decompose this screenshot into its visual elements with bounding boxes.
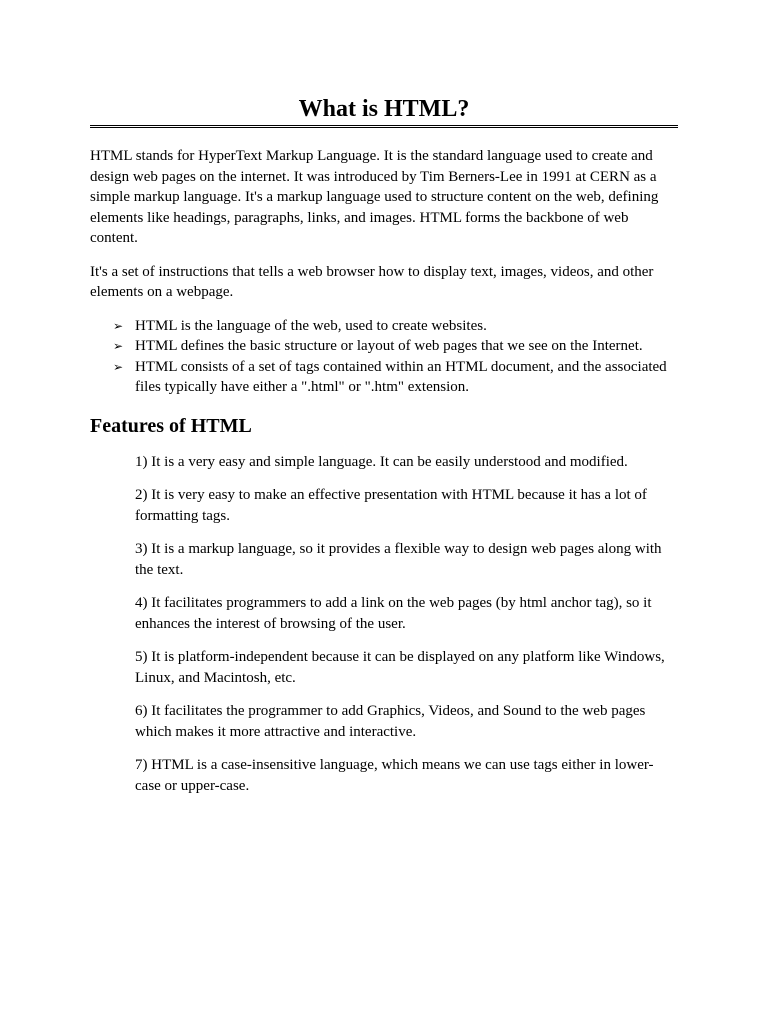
arrowhead-bullet-icon: ➢ bbox=[113, 339, 124, 353]
bullet-item bbox=[113, 316, 678, 337]
title-double-rule bbox=[90, 125, 678, 128]
bullet-text: HTML consists of a set of tags contained within an HTML document, and the associated files typically have either a ".html" or ".htm" extension. bbox=[135, 358, 667, 395]
bullet-item bbox=[113, 336, 678, 357]
feature-item: 1) It is a very easy and simple language. It can be easily understood and modified. bbox=[135, 453, 628, 470]
intro-paragraph: HTML stands for HyperText Markup Language. It is the standard language used to create and design web pages on the internet. It was introduced by Tim Berners-Lee in 1991 at CERN as a simple markup language. It's a markup language used to structure content on the web, defining elements like headings, paragraphs, links, and images. HTML forms the backbone of web content. bbox=[90, 148, 659, 246]
feature-item: 7) HTML is a case-insensitive language, which means we can use tags either in lower-case or upper-case. bbox=[135, 757, 654, 794]
page-title: What is HTML? bbox=[298, 96, 470, 122]
arrowhead-bullet-icon: ➢ bbox=[113, 318, 124, 333]
features-list bbox=[135, 452, 678, 797]
feature-item: 5) It is platform-independent because it can be displayed on any platform like Windows, Linux, and Macintosh, etc. bbox=[135, 649, 665, 686]
bullet-item bbox=[113, 357, 678, 398]
bullet-text: HTML defines the basic structure or layout of web pages that we see on the Internet. bbox=[135, 338, 643, 354]
document-page bbox=[90, 94, 678, 809]
intro-paragraph: It's a set of instructions that tells a web browser how to display text, images, videos, and other elements on a webpage. bbox=[90, 263, 654, 300]
arrowhead-bullet-icon: ➢ bbox=[113, 359, 124, 374]
section-heading-features: Features of HTML bbox=[90, 414, 252, 437]
feature-item: 6) It facilitates the programmer to add Graphics, Videos, and Sound to the web pages which makes it more attractive and interactive. bbox=[135, 703, 646, 740]
bullet-list bbox=[90, 316, 678, 398]
feature-item: 3) It is a markup language, so it provides a flexible way to design web pages along with the text. bbox=[135, 541, 662, 578]
feature-item: 4) It facilitates programmers to add a link on the web pages (by html anchor tag), so it enhances the interest of browsing of the user. bbox=[135, 595, 652, 632]
bullet-text: HTML is the language of the web, used to create websites. bbox=[135, 317, 487, 334]
feature-item: 2) It is very easy to make an effective presentation with HTML because it has a lot of formatting tags. bbox=[135, 487, 647, 524]
